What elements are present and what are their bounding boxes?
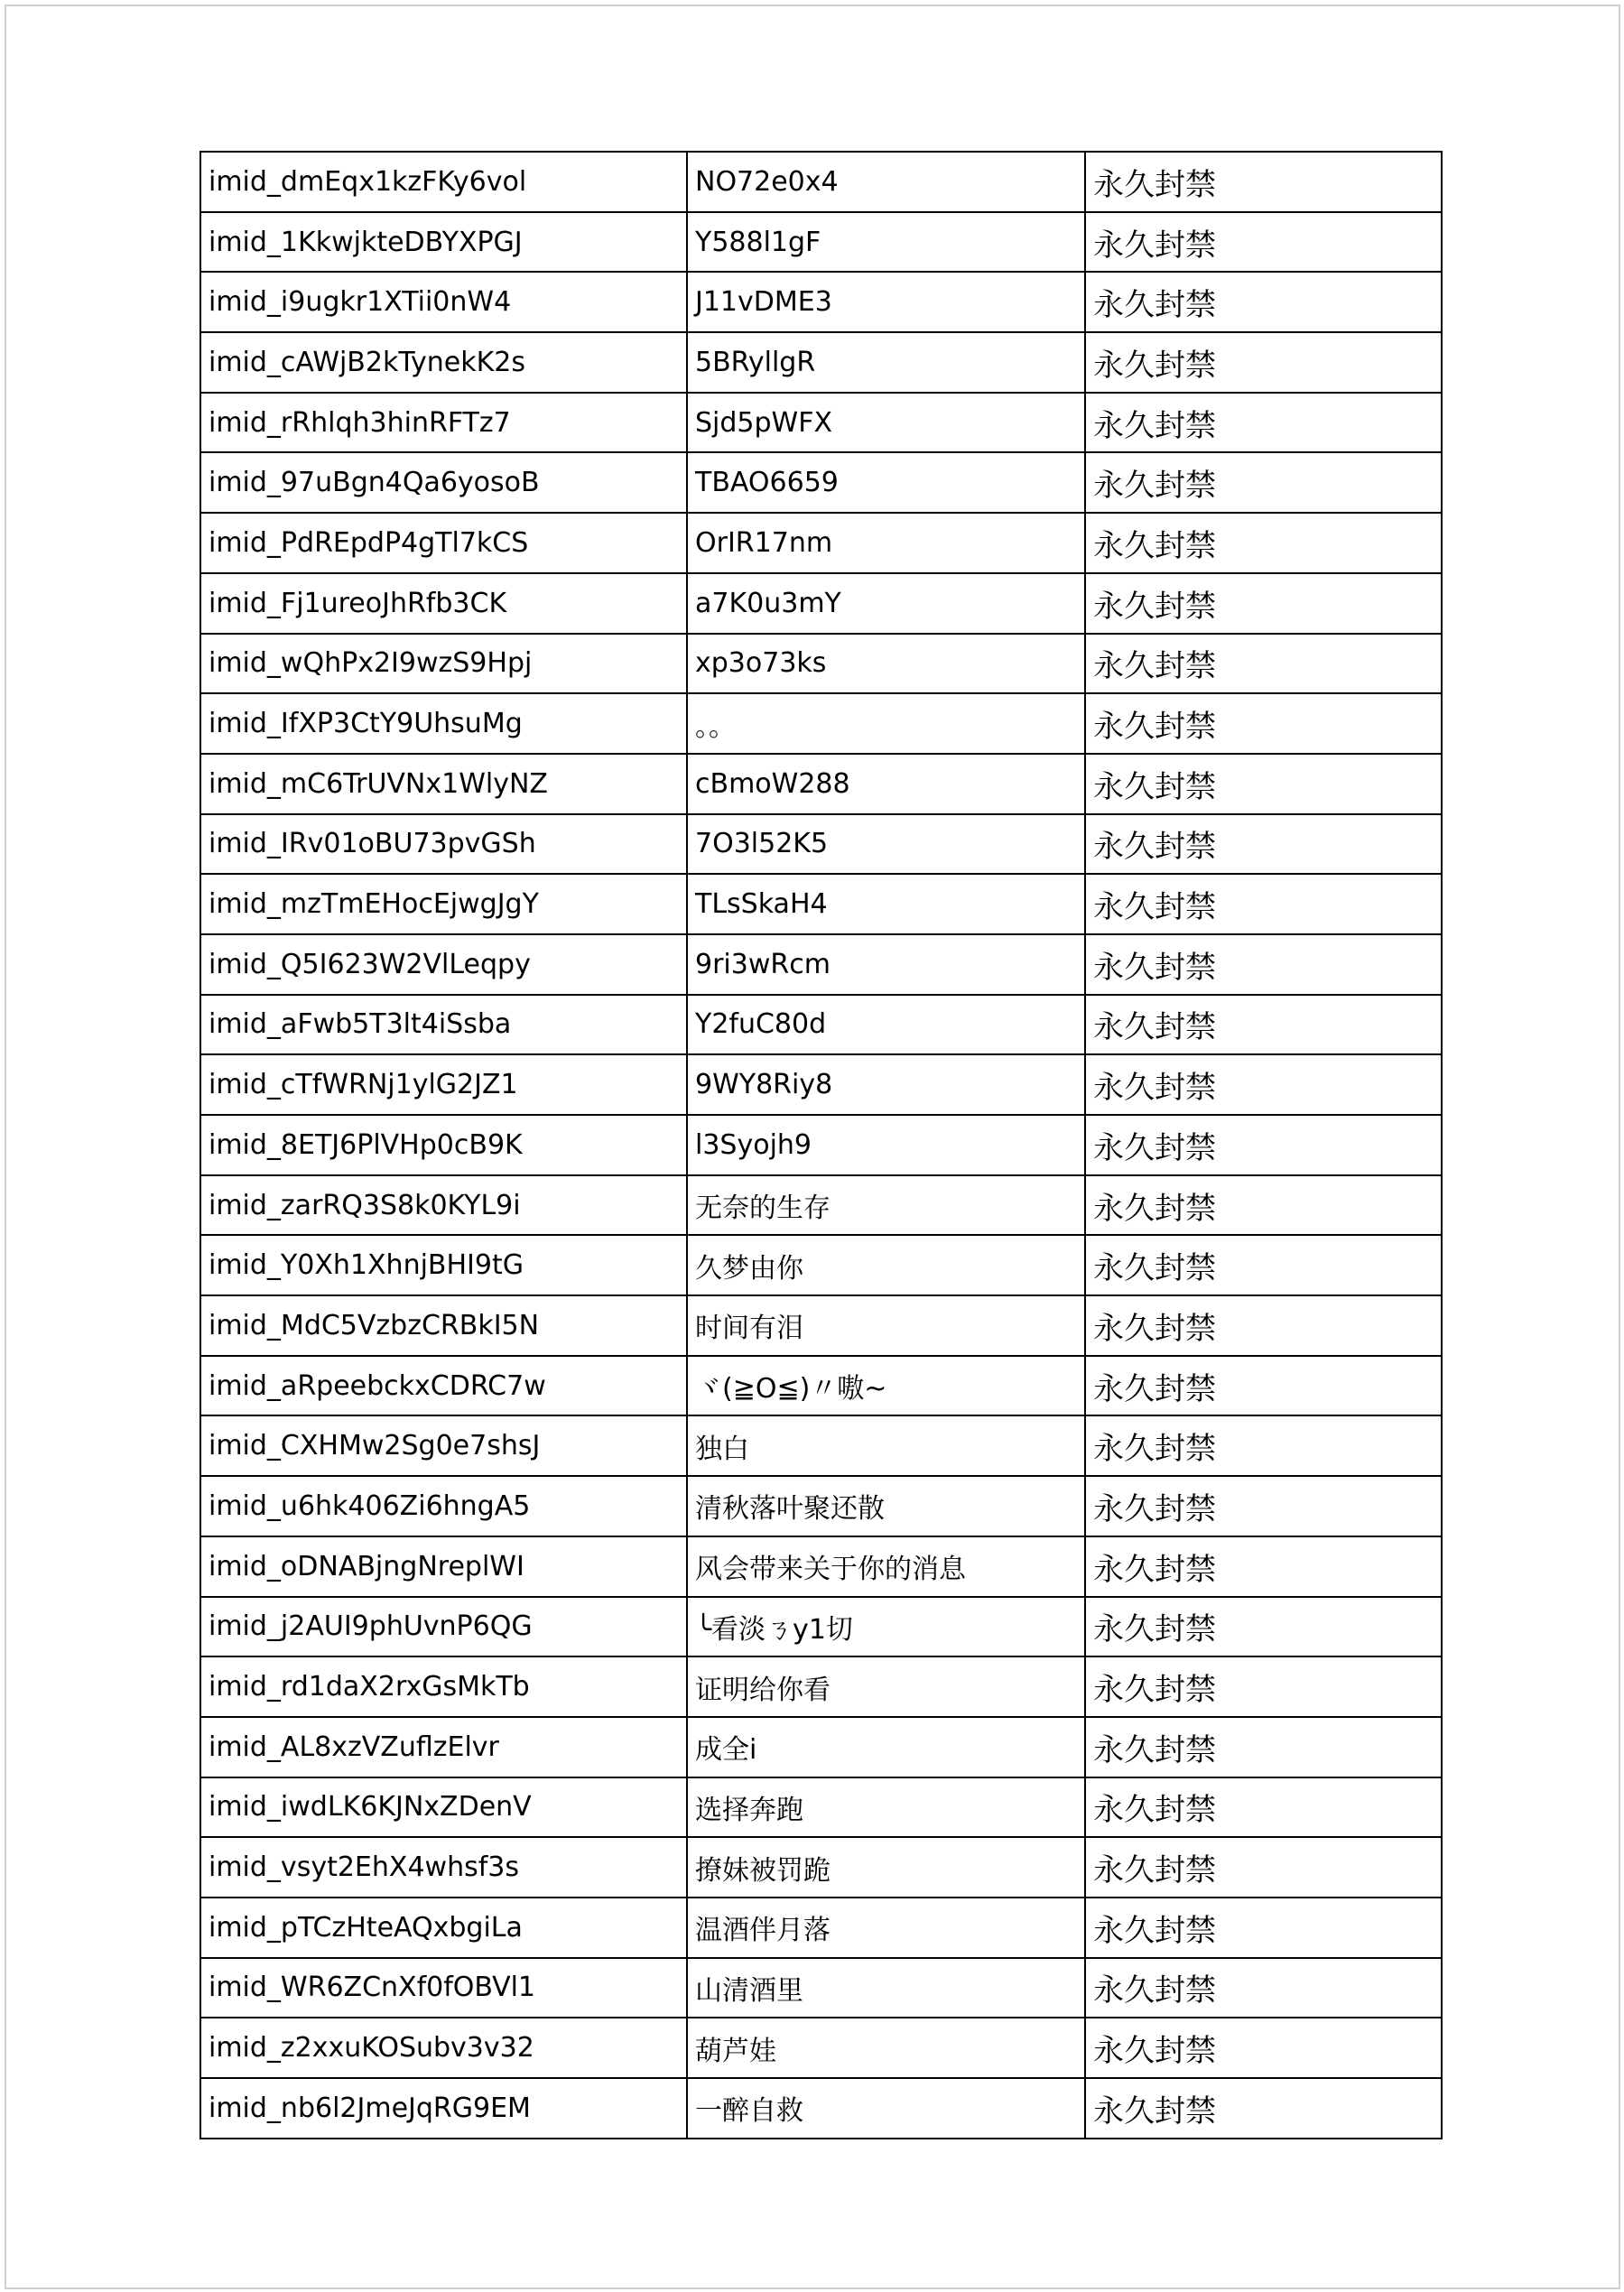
nickname-cell: ╰看淡ㄋy1切 <box>687 1597 1085 1657</box>
user-id-cell: imid_PdREpdP4gTl7kCS <box>200 513 687 573</box>
user-id-cell: imid_Fj1ureoJhRfb3CK <box>200 573 687 634</box>
table-row <box>200 934 1442 995</box>
ban-status-cell: 永久封禁 <box>1085 1717 1442 1777</box>
nickname-cell: Sjd5pWFX <box>687 393 1085 453</box>
nickname-cell: xp3o73ks <box>687 634 1085 694</box>
nickname-cell: J11vDME3 <box>687 272 1085 332</box>
table-row <box>200 513 1442 573</box>
nickname-cell: 无奈的生存 <box>687 1175 1085 1236</box>
table-row <box>200 1054 1442 1115</box>
table-body <box>200 152 1442 2139</box>
table-row <box>200 212 1442 273</box>
table-row <box>200 2078 1442 2139</box>
nickname-cell: TLsSkaH4 <box>687 874 1085 934</box>
nickname-cell: 风会带来关于你的消息 <box>687 1536 1085 1597</box>
user-id-cell: imid_97uBgn4Qa6yosoB <box>200 452 687 513</box>
table-row <box>200 1415 1442 1476</box>
table-row <box>200 272 1442 332</box>
user-id-cell: imid_cAWjB2kTynekK2s <box>200 332 687 393</box>
user-id-cell: imid_wQhPx2I9wzS9Hpj <box>200 634 687 694</box>
ban-status-cell: 永久封禁 <box>1085 573 1442 634</box>
ban-status-cell: 永久封禁 <box>1085 1295 1442 1356</box>
user-id-cell: imid_pTCzHteAQxbgiLa <box>200 1898 687 1958</box>
ban-status-cell: 永久封禁 <box>1085 693 1442 754</box>
ban-status-cell: 永久封禁 <box>1085 1536 1442 1597</box>
nickname-cell: 久梦由你 <box>687 1235 1085 1295</box>
nickname-cell: 独白 <box>687 1415 1085 1476</box>
user-id-cell: imid_dmEqx1kzFKy6vol <box>200 152 687 212</box>
table-row <box>200 754 1442 814</box>
user-id-cell: imid_oDNABjngNreplWI <box>200 1536 687 1597</box>
user-id-cell: imid_zarRQ3S8k0KYL9i <box>200 1175 687 1236</box>
table-row <box>200 874 1442 934</box>
nickname-cell: OrIR17nm <box>687 513 1085 573</box>
user-id-cell: imid_i9ugkr1XTii0nW4 <box>200 272 687 332</box>
ban-status-cell: 永久封禁 <box>1085 1958 1442 2018</box>
ban-status-cell: 永久封禁 <box>1085 874 1442 934</box>
ban-status-cell: 永久封禁 <box>1085 1837 1442 1898</box>
ban-status-cell: 永久封禁 <box>1085 1898 1442 1958</box>
ban-status-cell: 永久封禁 <box>1085 272 1442 332</box>
nickname-cell: 7O3l52K5 <box>687 814 1085 875</box>
nickname-cell: 一醉自救 <box>687 2078 1085 2139</box>
nickname-cell: Y2fuC80d <box>687 995 1085 1055</box>
nickname-cell: 温酒伴月落 <box>687 1898 1085 1958</box>
nickname-cell: a7K0u3mY <box>687 573 1085 634</box>
ban-status-cell: 永久封禁 <box>1085 1476 1442 1536</box>
ban-list-table <box>200 151 1443 2139</box>
table-row <box>200 452 1442 513</box>
nickname-cell: 山清酒里 <box>687 1958 1085 2018</box>
user-id-cell: imid_aRpeebckxCDRC7w <box>200 1356 687 1416</box>
table-row <box>200 995 1442 1055</box>
ban-status-cell: 永久封禁 <box>1085 2078 1442 2139</box>
user-id-cell: imid_rRhlqh3hinRFTz7 <box>200 393 687 453</box>
ban-status-cell: 永久封禁 <box>1085 1656 1442 1717</box>
ban-status-cell: 永久封禁 <box>1085 1415 1442 1476</box>
user-id-cell: imid_CXHMw2Sg0e7shsJ <box>200 1415 687 1476</box>
user-id-cell: imid_u6hk406Zi6hngA5 <box>200 1476 687 1536</box>
nickname-cell: 时间有泪 <box>687 1295 1085 1356</box>
nickname-cell: 9WY8Riy8 <box>687 1054 1085 1115</box>
table-row <box>200 1898 1442 1958</box>
table-row <box>200 1476 1442 1536</box>
ban-status-cell: 永久封禁 <box>1085 1235 1442 1295</box>
table-row <box>200 634 1442 694</box>
nickname-cell: 撩妹被罚跪 <box>687 1837 1085 1898</box>
nickname-cell: ヾ(≧O≦)〃嗷~ <box>687 1356 1085 1416</box>
user-id-cell: imid_AL8xzVZuflzElvr <box>200 1717 687 1777</box>
nickname-cell: cBmoW288 <box>687 754 1085 814</box>
table-row <box>200 1115 1442 1175</box>
table-row <box>200 1597 1442 1657</box>
ban-status-cell: 永久封禁 <box>1085 934 1442 995</box>
user-id-cell: imid_vsyt2EhX4whsf3s <box>200 1837 687 1898</box>
table-row <box>200 1656 1442 1717</box>
nickname-cell: 9ri3wRcm <box>687 934 1085 995</box>
ban-status-cell: 永久封禁 <box>1085 152 1442 212</box>
ban-status-cell: 永久封禁 <box>1085 1356 1442 1416</box>
table-row <box>200 332 1442 393</box>
user-id-cell: imid_nb6l2JmeJqRG9EM <box>200 2078 687 2139</box>
nickname-cell: NO72e0x4 <box>687 152 1085 212</box>
nickname-cell: 成全i <box>687 1717 1085 1777</box>
user-id-cell: imid_cTfWRNj1ylG2JZ1 <box>200 1054 687 1115</box>
user-id-cell: imid_Q5I623W2VlLeqpy <box>200 934 687 995</box>
user-id-cell: imid_WR6ZCnXf0fOBVl1 <box>200 1958 687 2018</box>
nickname-cell: 清秋落叶聚还散 <box>687 1476 1085 1536</box>
nickname-cell: 5BRyllgR <box>687 332 1085 393</box>
ban-status-cell: 永久封禁 <box>1085 513 1442 573</box>
ban-status-cell: 永久封禁 <box>1085 1115 1442 1175</box>
table-row <box>200 1295 1442 1356</box>
user-id-cell: imid_mC6TrUVNx1WlyNZ <box>200 754 687 814</box>
table-row <box>200 1536 1442 1597</box>
ban-status-cell: 永久封禁 <box>1085 1777 1442 1838</box>
ban-status-cell: 永久封禁 <box>1085 634 1442 694</box>
nickname-cell: TBAO6659 <box>687 452 1085 513</box>
table-row <box>200 393 1442 453</box>
nickname-cell: 葫芦娃 <box>687 2018 1085 2078</box>
table-row <box>200 2018 1442 2078</box>
ban-status-cell: 永久封禁 <box>1085 1597 1442 1657</box>
ban-status-cell: 永久封禁 <box>1085 1175 1442 1236</box>
table-row <box>200 1958 1442 2018</box>
user-id-cell: imid_j2AUI9phUvnP6QG <box>200 1597 687 1657</box>
ban-status-cell: 永久封禁 <box>1085 995 1442 1055</box>
ban-status-cell: 永久封禁 <box>1085 1054 1442 1115</box>
table-row <box>200 573 1442 634</box>
ban-status-cell: 永久封禁 <box>1085 452 1442 513</box>
user-id-cell: imid_z2xxuKOSubv3v32 <box>200 2018 687 2078</box>
nickname-cell: 证明给你看 <box>687 1656 1085 1717</box>
ban-status-cell: 永久封禁 <box>1085 814 1442 875</box>
user-id-cell: imid_mzTmEHocEjwgJgY <box>200 874 687 934</box>
user-id-cell: imid_8ETJ6PlVHp0cB9K <box>200 1115 687 1175</box>
table-row <box>200 1777 1442 1838</box>
table-row <box>200 1717 1442 1777</box>
table-row <box>200 152 1442 212</box>
user-id-cell: imid_IfXP3CtY9UhsuMg <box>200 693 687 754</box>
nickname-cell: Y588l1gF <box>687 212 1085 273</box>
ban-status-cell: 永久封禁 <box>1085 332 1442 393</box>
table-row <box>200 814 1442 875</box>
table-row <box>200 1837 1442 1898</box>
table-row <box>200 1175 1442 1236</box>
user-id-cell: imid_MdC5VzbzCRBkI5N <box>200 1295 687 1356</box>
nickname-cell: 。。 <box>687 693 1085 754</box>
ban-status-cell: 永久封禁 <box>1085 754 1442 814</box>
user-id-cell: imid_IRv01oBU73pvGSh <box>200 814 687 875</box>
ban-status-cell: 永久封禁 <box>1085 212 1442 273</box>
table-row <box>200 693 1442 754</box>
nickname-cell: l3Syojh9 <box>687 1115 1085 1175</box>
user-id-cell: imid_iwdLK6KJNxZDenV <box>200 1777 687 1838</box>
ban-status-cell: 永久封禁 <box>1085 393 1442 453</box>
table-row <box>200 1235 1442 1295</box>
user-id-cell: imid_aFwb5T3lt4iSsba <box>200 995 687 1055</box>
ban-status-cell: 永久封禁 <box>1085 2018 1442 2078</box>
nickname-cell: 选择奔跑 <box>687 1777 1085 1838</box>
user-id-cell: imid_Y0Xh1XhnjBHI9tG <box>200 1235 687 1295</box>
table-row <box>200 1356 1442 1416</box>
user-id-cell: imid_rd1daX2rxGsMkTb <box>200 1656 687 1717</box>
user-id-cell: imid_1KkwjkteDBYXPGJ <box>200 212 687 273</box>
